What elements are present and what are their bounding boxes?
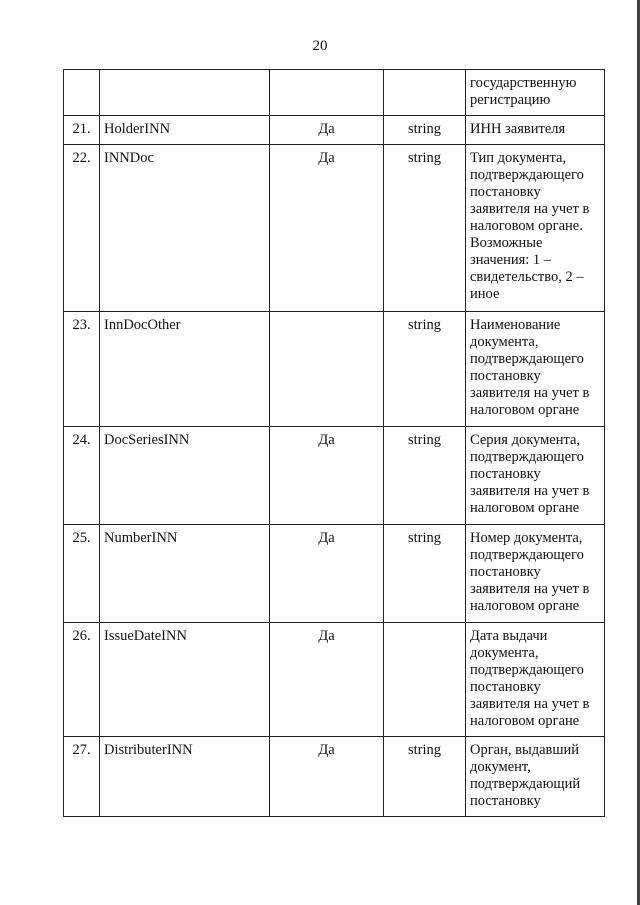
required-cell: Да [270, 525, 384, 623]
table-row [64, 737, 605, 817]
required-cell: Да [270, 145, 384, 312]
row-number-cell: 25. [64, 525, 100, 623]
table-row [64, 70, 605, 116]
row-number-cell: 23. [64, 312, 100, 427]
field-name-cell: IssueDateINN [100, 623, 270, 737]
type-cell: string [384, 525, 466, 623]
required-cell [270, 312, 384, 427]
field-table [63, 69, 605, 817]
required-cell: Да [270, 623, 384, 737]
table-row [64, 427, 605, 525]
field-name-cell [100, 70, 270, 116]
field-name-cell: DocSeriesINN [100, 427, 270, 525]
type-cell [384, 623, 466, 737]
row-number-cell: 22. [64, 145, 100, 312]
type-cell: string [384, 737, 466, 817]
table-row [64, 145, 605, 312]
description-cell: Наименование документа, подтверждающего постановку заявителя на учет в налоговом органе [466, 312, 605, 427]
required-cell: Да [270, 116, 384, 145]
field-name-cell: HolderINN [100, 116, 270, 145]
field-name-cell: DistributerINN [100, 737, 270, 817]
required-cell: Да [270, 737, 384, 817]
type-cell: string [384, 145, 466, 312]
table-row [64, 116, 605, 145]
required-cell [270, 70, 384, 116]
row-number-cell: 26. [64, 623, 100, 737]
required-cell: Да [270, 427, 384, 525]
table-row [64, 623, 605, 737]
field-name-cell: INNDoc [100, 145, 270, 312]
description-cell: Тип документа, подтверждающего постановку заявителя на учет в налоговом органе. Возможные значения: 1 – свидетельство, 2 – иное [466, 145, 605, 312]
field-name-cell: NumberINN [100, 525, 270, 623]
row-number-cell [64, 70, 100, 116]
description-cell: Серия документа, подтверждающего постановку заявителя на учет в налоговом органе [466, 427, 605, 525]
description-cell: Дата выдачи документа, подтверждающего постановку заявителя на учет в налоговом органе [466, 623, 605, 737]
row-number-cell: 24. [64, 427, 100, 525]
type-cell [384, 70, 466, 116]
type-cell: string [384, 116, 466, 145]
page-number: 20 [312, 38, 328, 54]
table-row [64, 312, 605, 427]
description-cell: ИНН заявителя [466, 116, 605, 145]
type-cell: string [384, 312, 466, 427]
field-name-cell: InnDocOther [100, 312, 270, 427]
type-cell: string [384, 427, 466, 525]
description-cell: Орган, выдавший документ, подтверждающий постановку [466, 737, 605, 817]
description-cell: государственную регистрацию [466, 70, 605, 116]
table-row [64, 525, 605, 623]
description-cell: Номер документа, подтверждающего постановку заявителя на учет в налоговом органе [466, 525, 605, 623]
row-number-cell: 27. [64, 737, 100, 817]
row-number-cell: 21. [64, 116, 100, 145]
